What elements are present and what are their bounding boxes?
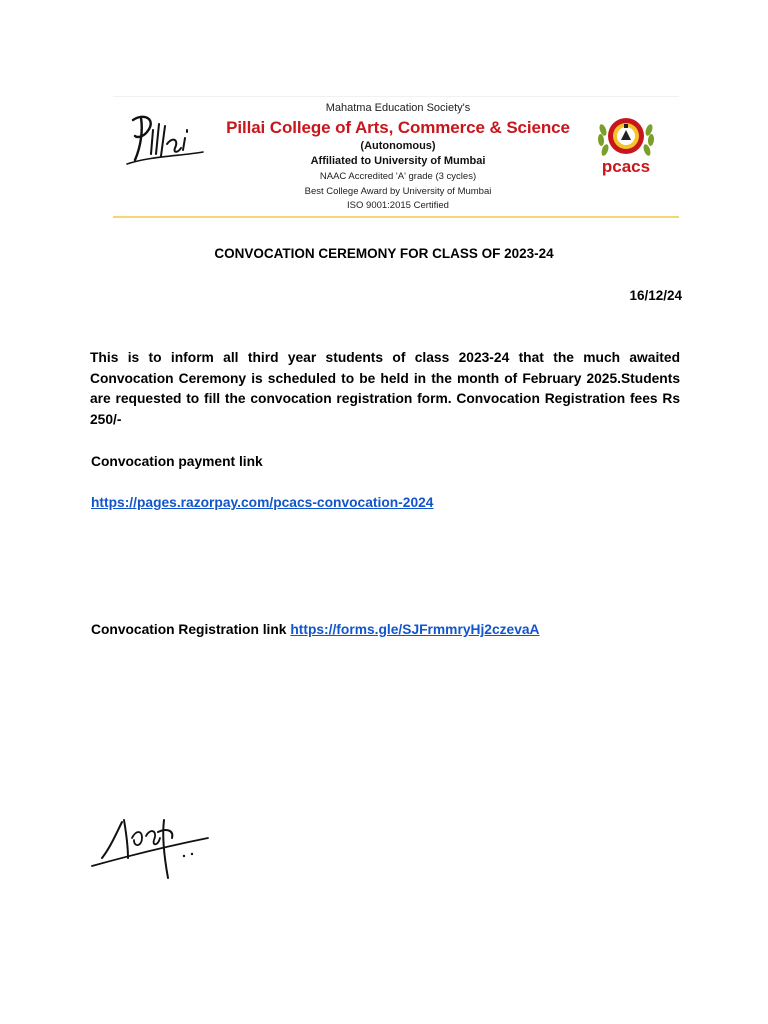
registration-link-label: Convocation Registration link [91, 622, 287, 637]
college-emblem-icon [593, 106, 659, 178]
payment-link[interactable]: https://pages.razorpay.com/pcacs-convocation-2024 [91, 495, 434, 510]
naac-label: NAAC Accredited 'A' grade (3 cycles) [319, 171, 477, 182]
letterhead-text [205, 102, 591, 211]
autonomous-label: (Autonomous) [360, 140, 436, 152]
registration-link[interactable]: https://forms.gle/SJFrmmryHj2czevaA [290, 622, 540, 637]
founder-signature-icon [121, 110, 205, 172]
notice-title: CONVOCATION CEREMONY FOR CLASS OF 2023-24 [214, 246, 554, 261]
registration-line [91, 622, 540, 637]
college-name: Pillai College of Arts, Commerce & Science [226, 118, 570, 137]
notice-date: 16/12/24 [629, 288, 682, 303]
society-name: Mahatma Education Society's [325, 102, 471, 114]
letterhead [113, 96, 679, 218]
notice-body: This is to inform all third year students of class 2023-24 that the much awaited Convocation Ceremony is scheduled to be held in the month of February 2025.Students are requested to fill the convocation registration form. Convocation Registration fees Rs 250/- [90, 350, 680, 427]
letterhead-top-line [113, 96, 679, 97]
payment-link-label: Convocation payment link [91, 454, 263, 469]
iso-label: ISO 9001:2015 Certified [347, 200, 449, 211]
affiliation-label: Affiliated to University of Mumbai [310, 155, 486, 167]
letterhead-rule [113, 216, 679, 218]
svg-text:pcacs: pcacs [601, 157, 651, 176]
award-label: Best College Award by University of Mumbai [304, 185, 492, 197]
principal-signature-icon [88, 812, 212, 884]
